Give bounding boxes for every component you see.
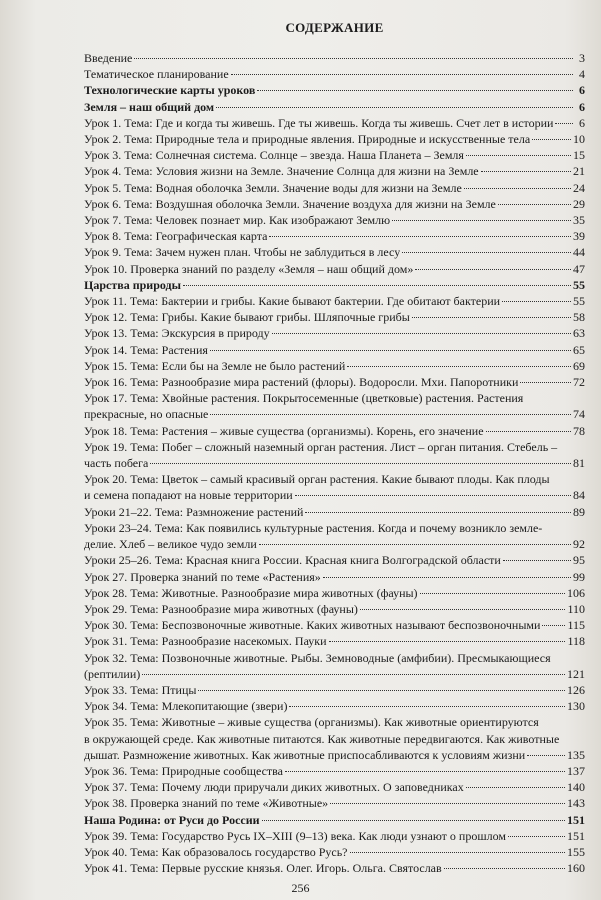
toc-entry-page: 121 [567,666,585,681]
toc-entry-row [84,666,585,682]
toc-entry [84,82,585,98]
dot-leader [272,332,571,334]
dot-leader [285,770,565,772]
dot-leader [289,705,565,707]
toc-entry-page: 39 [573,229,585,244]
toc-entry [84,66,585,82]
toc-entry-page: 21 [573,164,585,179]
toc-entry [84,325,585,341]
toc-entry-text: Урок 39. Тема: Государство Русь IX–XIII (9–13) века. Как люди узнают о прошлом [84,828,506,843]
toc-entry-text: Урок 4. Тема: Условия жизни на Земле. Значение Солнца для жизни на Земле [84,164,479,179]
toc-entry-text: Урок 8. Тема: Географическая карта [84,229,268,244]
dot-leader [466,786,565,788]
toc-entry-row [84,423,585,439]
toc-entry [84,763,585,779]
toc-entry-text: Урок 27. Проверка знаний по теме «Растения» [84,569,321,584]
toc-entry-text: Урок 3. Тема: Солнечная система. Солнце – звезда. Наша Планета – Земля [84,148,464,163]
dot-leader [481,170,571,172]
toc-entry [84,471,585,503]
dot-leader [347,365,571,367]
toc-entry [84,714,585,763]
dot-leader [329,640,566,642]
toc-entry [84,828,585,844]
dot-leader [402,251,571,253]
toc-entry-text: Тематическое планирование [84,67,229,82]
toc-entry [84,293,585,309]
toc-entry-page: 69 [573,358,585,373]
toc-entry-text: делие. Хлеб – великое чудо земли [84,537,257,552]
toc-entry-row [84,844,585,860]
toc-entry-text: часть побега [84,456,149,471]
toc-entry [84,163,585,179]
toc-entry-row [84,406,585,422]
toc-entry-row [84,374,585,390]
toc-entry-text: Урок 6. Тема: Воздушная оболочка Земли. Значение воздуха для жизни на Земле [84,196,496,211]
toc-entry-row [84,569,585,585]
dot-leader [330,802,565,804]
toc-entry [84,147,585,163]
dot-leader [444,867,565,869]
toc-entry-row [84,342,585,358]
toc-entry-page: 89 [573,504,585,519]
toc-entry [84,617,585,633]
toc-entry-text-line: Урок 17. Тема: Хвойные растения. Покрытосеменные (цветковые) растения. Растения [84,391,524,406]
toc-entry-text: Урок 31. Тема: Разнообразие насекомых. Пауки [84,634,327,649]
toc-entry-page: 135 [567,747,585,762]
dot-leader [498,203,571,205]
toc-entry-text: Урок 12. Тема: Грибы. Какие бывают грибы. Шляпочные грибы [84,310,410,325]
toc-entry-page: 15 [573,148,585,163]
dot-leader [527,754,565,756]
toc-entry [84,261,585,277]
page-number: 256 [291,881,310,895]
toc-entry-text: Урок 30. Тема: Беспозвоночные животные. Каких животных называют беспозвоночными [84,618,541,633]
dot-leader [420,592,565,594]
toc-entry [84,131,585,147]
toc-entry-text: прекрасные, но опасные [84,407,209,422]
toc-entry-row [84,860,585,876]
toc-entry [84,390,585,422]
toc-entry-text: Урок 10. Проверка знаний по разделу «Земля – наш общий дом» [84,261,414,276]
toc-entry-text: и семена попадают на новые территории [84,488,293,503]
dot-leader [555,122,573,124]
toc-entry-text: Урок 14. Тема: Растения [84,342,208,357]
toc-entry [84,569,585,585]
toc-entry-row [84,180,585,196]
toc-entry-text: Наша Родина: от Руси до России [84,812,260,827]
toc-entry-page: 110 [567,601,585,616]
toc-entry [84,795,585,811]
toc-entry-text: Урок 16. Тема: Разнообразие мира растений (флоры). Водоросли. Мхи. Папоротники [84,375,519,390]
toc-entry-row [84,536,585,552]
toc-entry [84,504,585,520]
toc-entry [84,309,585,325]
toc-entry-page: 4 [579,67,585,82]
toc-entry-page: 151 [567,828,585,843]
dot-leader [464,187,571,189]
toc-entry-text: Уроки 25–26. Тема: Красная книга России. Красная книга Волгоградской области [84,553,501,568]
toc-entry [84,779,585,795]
dot-leader [542,624,565,626]
toc-entry-page: 58 [573,310,585,325]
dot-leader [183,284,571,286]
toc-entry [84,115,585,131]
toc-entry-row [84,277,585,293]
toc-entry-page: 151 [567,812,585,827]
toc-entry-row [84,455,585,471]
table-of-contents [84,50,585,876]
toc-entry-page: 84 [573,488,585,503]
toc-entry-page: 3 [579,51,585,65]
toc-entry-row [84,358,585,374]
toc-entry-text: Урок 33. Тема: Птицы [84,682,197,697]
toc-entry-page: 6 [579,99,585,114]
toc-entry-page: 155 [567,844,585,859]
dot-leader [532,138,571,140]
dot-leader [142,673,565,675]
toc-entry-text: Урок 29. Тема: Разнообразие мира животных (фауны) [84,601,358,616]
toc-entry-text: дышат. Размножение животных. Как животные приспосабливаются к условиям жизни [84,747,526,762]
toc-entry-row [84,552,585,568]
toc-entry-page: 65 [573,342,585,357]
toc-entry-text: Урок 15. Тема: Если бы на Земле не было растений [84,358,346,373]
toc-entry-row [84,50,585,66]
toc-entry-page: 137 [567,763,585,778]
toc-entry-row [84,828,585,844]
toc-entry-page: 74 [573,407,585,422]
toc-entry-text: Урок 1. Тема: Где и когда ты живешь. Где ты живешь. Когда ты живешь. Счет лет в истории [84,115,554,130]
toc-entry [84,423,585,439]
toc-entry-text: Уроки 21–22. Тема: Размножение растений [84,504,304,519]
toc-entry-page: 115 [567,618,585,633]
dot-leader [520,381,571,383]
toc-entry-text: Урок 2. Тема: Природные тела и природные явления. Природные и искусственные тела [84,132,531,147]
toc-entry-page: 10 [573,132,585,147]
toc-entry-page: 47 [573,261,585,276]
toc-entry [84,180,585,196]
dot-leader [198,689,565,691]
toc-entry-page: 81 [573,456,585,471]
dot-leader [210,413,571,415]
toc-entry-row [84,747,585,763]
toc-entry-row [84,131,585,147]
dot-leader [295,494,571,496]
toc-entry-text: Урок 11. Тема: Бактерии и грибы. Какие бывают бактерии. Где обитают бактерии [84,294,501,309]
toc-entry-row [84,763,585,779]
dot-leader [134,57,573,59]
dot-leader [323,576,571,578]
toc-entry-text: Урок 28. Тема: Животные. Разнообразие мира животных (фауны) [84,585,418,600]
toc-entry-row [84,795,585,811]
toc-entry-text: (рептилии) [84,666,141,681]
toc-entry-page: 24 [573,180,585,195]
toc-entry [84,520,585,552]
toc-entry-text: Урок 9. Тема: Зачем нужен план. Чтобы не заблудиться в лесу [84,245,401,260]
toc-entry [84,228,585,244]
toc-entry-text-line: Урок 35. Тема: Животные – живые существа (организмы). Как животные ориентируются [84,715,539,730]
toc-entry [84,196,585,212]
dot-leader [486,430,571,432]
toc-entry-text-line: Уроки 23–24. Тема: Как появились культурные растения. Когда и почему возникло земле- [84,520,543,535]
toc-entry-row [84,779,585,795]
toc-entry-page: 92 [573,537,585,552]
toc-entry [84,342,585,358]
dot-leader [150,462,571,464]
toc-entry-page: 35 [573,213,585,228]
dot-leader [502,300,571,302]
toc-entry-page: 130 [567,699,585,714]
toc-entry-row [84,325,585,341]
dot-leader [412,316,571,318]
toc-entry-page: 55 [573,294,585,309]
toc-entry-page: 78 [573,423,585,438]
toc-entry [84,860,585,876]
toc-entry-row [84,617,585,633]
toc-entry-page: 6 [579,115,585,130]
toc-entry-text: Урок 18. Тема: Растения – живые существа (организмы). Корень, его значение [84,423,484,438]
toc-entry-row [84,585,585,601]
toc-entry-row [84,66,585,82]
toc-entry-text: Технологические карты уроков [84,83,256,98]
dot-leader [415,268,571,270]
toc-entry-text: Урок 5. Тема: Водная оболочка Земли. Значение воды для жизни на Земле [84,180,462,195]
toc-entry-page: 143 [567,796,585,811]
toc-entry-text-line: в окружающей среде. Как животные питаются. Как животные передвигаются. Как животные [84,731,560,746]
toc-entry-page: 6 [579,83,585,98]
toc-entry-page: 95 [573,553,585,568]
toc-entry [84,698,585,714]
toc-entry-row [84,163,585,179]
toc-entry [84,552,585,568]
toc-entry [84,812,585,828]
toc-entry-row [84,196,585,212]
dot-leader [216,106,573,108]
toc-entry [84,244,585,260]
dot-leader [257,89,573,91]
toc-entry-text: Урок 40. Тема: Как образовалось государство Русь? [84,844,348,859]
toc-entry-page: 118 [567,634,585,649]
dot-leader [392,219,571,221]
toc-entry-row [84,812,585,828]
toc-entry [84,212,585,228]
toc-entry-text-line: Урок 20. Тема: Цветок – самый красивый орган растения. Какие бывают плоды. Как плоды [84,472,550,487]
toc-entry-text: Урок 36. Тема: Природные сообщества [84,763,284,778]
toc-entry-row [84,82,585,98]
toc-entry-page: 140 [567,780,585,795]
toc-entry-page: 99 [573,569,585,584]
toc-entry-text: Введение [84,51,133,65]
toc-entry-page: 106 [567,585,585,600]
toc-entry-page: 160 [567,861,585,876]
dot-leader [360,608,566,610]
toc-entry-row [84,99,585,115]
dot-leader [269,235,571,237]
toc-entry [84,50,585,66]
toc-entry [84,633,585,649]
toc-entry-page: 44 [573,245,585,260]
toc-entry-text: Урок 38. Проверка знаний по теме «Животные» [84,796,329,811]
toc-entry-text: Урок 13. Тема: Экскурсия в природу [84,326,270,341]
toc-entry-row [84,293,585,309]
toc-entry-row [84,115,585,131]
toc-entry-text: Земля – наш общий дом [84,99,215,114]
dot-leader [508,835,565,837]
toc-entry-text: Урок 37. Тема: Почему люди приручали диких животных. О заповедниках [84,780,464,795]
toc-entry-page: 63 [573,326,585,341]
dot-leader [210,349,571,351]
dot-leader [259,543,571,545]
dot-leader [305,511,571,513]
toc-entry-row [84,309,585,325]
toc-entry-row [84,228,585,244]
toc-entry-row [84,633,585,649]
toc-entry-page: 55 [573,277,585,292]
toc-entry [84,439,585,471]
toc-entry-row [84,147,585,163]
toc-entry-page: 29 [573,196,585,211]
toc-entry-row [84,698,585,714]
toc-entry [84,601,585,617]
toc-entry-row [84,487,585,503]
toc-entry-text: Царства природы [84,277,181,292]
toc-entry-text-line: Урок 19. Тема: Побег – сложный наземный орган растения. Лист – орган питания. Стебель – [84,439,558,454]
toc-entry-row [84,504,585,520]
toc-entry-page: 126 [567,682,585,697]
toc-entry [84,374,585,390]
toc-entry [84,99,585,115]
toc-entry [84,585,585,601]
toc-entry-text: Урок 7. Тема: Человек познает мир. Как изображают Землю [84,213,391,228]
toc-entry-row [84,212,585,228]
toc-entry [84,358,585,374]
dot-leader [503,559,571,561]
toc-title: СОДЕРЖАНИЕ [285,20,384,35]
toc-entry-row [84,261,585,277]
dot-leader [231,73,573,75]
dot-leader [262,819,565,821]
toc-entry-row [84,244,585,260]
toc-entry [84,682,585,698]
toc-entry-page: 72 [573,375,585,390]
dot-leader [466,154,571,156]
toc-entry-text: Урок 41. Тема: Первые русские князья. Олег. Игорь. Ольга. Святослав [84,861,442,876]
toc-entry-row [84,682,585,698]
toc-entry-text-line: Урок 32. Тема: Позвоночные животные. Рыбы. Земноводные (амфибии). Пресмыкающиеся [84,650,551,665]
toc-entry [84,277,585,293]
toc-entry [84,844,585,860]
dot-leader [350,851,566,853]
toc-entry-row [84,601,585,617]
toc-entry-text: Урок 34. Тема: Млекопитающие (звери) [84,699,288,714]
toc-entry [84,650,585,682]
